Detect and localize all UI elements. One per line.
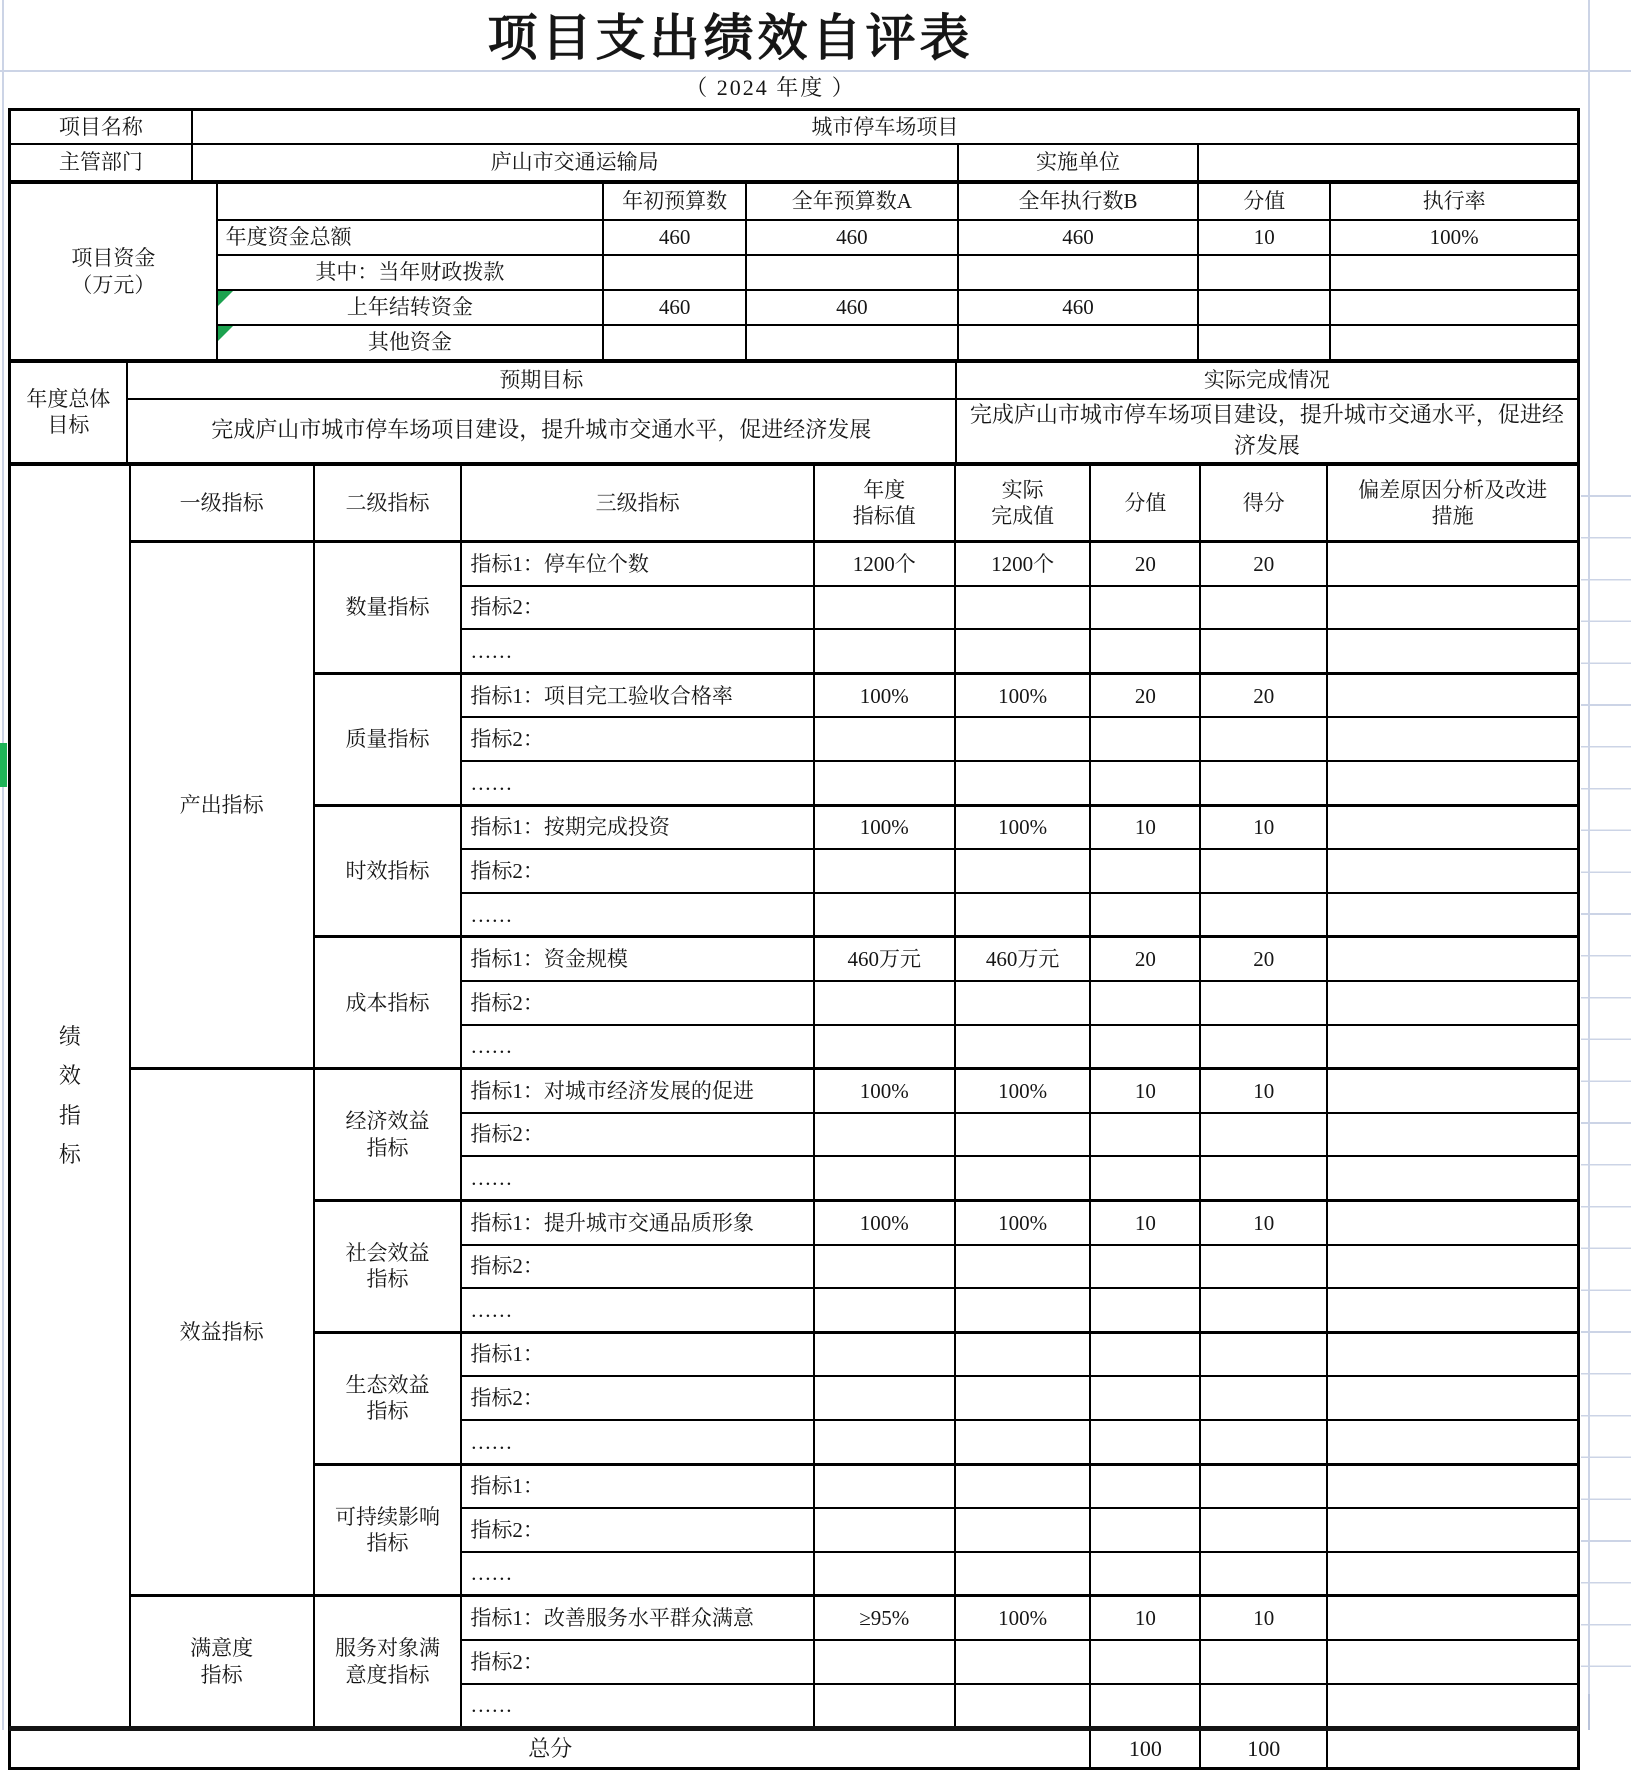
annual-target-value-cell[interactable]: 100% (814, 1069, 955, 1113)
got-score-value-cell[interactable]: 10 (1200, 1069, 1327, 1113)
header-score[interactable]: 分值 (1090, 465, 1200, 542)
project-funds-table (9, 182, 1579, 361)
indicator-name-cell[interactable]: 指标1： (461, 1332, 813, 1376)
annual-target-value-cell[interactable] (814, 629, 955, 673)
indicator-name-cell[interactable]: 指标2： (461, 1376, 813, 1420)
deviation-analysis-cell[interactable] (1327, 586, 1578, 630)
deviation-analysis-cell[interactable] (1327, 673, 1578, 717)
level1-indicator-cell[interactable]: 产出指标 (130, 542, 314, 1069)
total-score-label-cell[interactable]: 总分 (10, 1729, 1090, 1768)
score-value-cell[interactable] (1090, 761, 1200, 805)
row-selection-green-bar (0, 743, 7, 787)
deviation-analysis-cell[interactable] (1327, 1069, 1578, 1113)
annual-target-value-cell[interactable] (814, 1245, 955, 1289)
level2-indicator-cell[interactable]: 时效指标 (314, 805, 462, 937)
score-value-cell[interactable] (1090, 1113, 1200, 1157)
annual-target-value-cell[interactable] (814, 849, 955, 893)
total-deviation-cell[interactable] (1327, 1729, 1578, 1768)
funds-value-cell[interactable] (958, 325, 1199, 360)
funds-row-label-text: 上年结转资金 (346, 295, 473, 320)
got-score-value-cell[interactable]: 10 (1200, 1596, 1327, 1640)
annual-target-value-cell[interactable]: ≥95% (814, 1596, 955, 1640)
funds-row-label-text: 其他资金 (367, 330, 452, 355)
header-got-score[interactable]: 得分 (1200, 465, 1327, 542)
annual-target-value-cell[interactable] (814, 1025, 955, 1069)
got-score-value-cell[interactable] (1200, 629, 1327, 673)
score-value-cell[interactable] (1090, 1156, 1200, 1200)
annual-target-value-cell[interactable] (814, 1156, 955, 1200)
level2-indicator-cell[interactable]: 可持续影响 指标 (314, 1464, 462, 1596)
deviation-analysis-cell[interactable] (1327, 717, 1578, 761)
score-value-cell[interactable] (1090, 893, 1200, 937)
indicator-name-cell[interactable]: 指标2： (461, 981, 813, 1025)
got-score-value-cell[interactable] (1200, 1464, 1327, 1508)
actual-completion-header-cell[interactable]: 实际完成情况 (956, 362, 1578, 399)
indicator-name-cell[interactable]: 指标1： (461, 1464, 813, 1508)
got-score-value-cell[interactable] (1200, 1684, 1327, 1729)
score-value-cell[interactable] (1090, 1332, 1200, 1376)
funds-blank-header-cell[interactable] (217, 183, 604, 220)
got-score-value-cell[interactable] (1200, 1420, 1327, 1464)
expected-goal-text-cell[interactable]: 完成庐山市城市停车场项目建设，提升城市交通水平，促进经济发展 (127, 399, 956, 463)
indicator-name-cell[interactable]: 指标2： (461, 586, 813, 630)
level2-indicator-cell[interactable]: 质量指标 (314, 673, 462, 805)
dept-value-cell[interactable]: 庐山市交通运输局 (192, 144, 958, 181)
actual-completion-value-cell[interactable]: 100% (955, 1069, 1091, 1113)
indicator-name-cell[interactable]: 指标1：对城市经济发展的促进 (461, 1069, 813, 1113)
indicator-name-cell[interactable]: …… (461, 1025, 813, 1069)
score-value-cell[interactable]: 20 (1090, 937, 1200, 981)
score-value-cell[interactable]: 20 (1090, 673, 1200, 717)
header-level1-indicator[interactable]: 一级指标 (130, 465, 314, 542)
actual-completion-value-cell[interactable] (955, 1245, 1091, 1289)
level2-indicator-cell[interactable]: 成本指标 (314, 937, 462, 1069)
funds-value-cell[interactable] (1198, 325, 1330, 360)
got-score-value-cell[interactable]: 20 (1200, 542, 1327, 586)
performance-indicators-table (9, 464, 1579, 1769)
score-value-cell[interactable] (1090, 1288, 1200, 1332)
funds-value-cell[interactable] (603, 325, 746, 360)
level2-indicator-cell[interactable]: 服务对象满 意度指标 (314, 1596, 462, 1729)
annual-target-value-cell[interactable] (814, 1464, 955, 1508)
annual-target-value-cell[interactable] (814, 586, 955, 630)
funds-section-label-cell[interactable]: 项目资金 （万元） (10, 183, 217, 360)
funds-value-cell[interactable]: 460 (603, 290, 746, 325)
funds-row-label-total[interactable]: 年度资金总额 (217, 220, 604, 255)
annual-target-value-cell[interactable] (814, 1113, 955, 1157)
actual-completion-value-cell[interactable] (955, 717, 1091, 761)
funds-value-cell[interactable] (1330, 290, 1578, 325)
funds-col-annual-budget-a[interactable]: 全年预算数A (746, 183, 958, 220)
level1-indicator-cell[interactable]: 满意度 指标 (130, 1596, 314, 1729)
project-name-value-cell[interactable]: 城市停车场项目 (192, 110, 1578, 144)
got-score-value-cell[interactable] (1200, 849, 1327, 893)
score-value-cell[interactable] (1090, 849, 1200, 893)
indicator-name-cell[interactable]: …… (461, 1684, 813, 1729)
total-score-value-cell[interactable]: 100 (1090, 1729, 1200, 1768)
score-value-cell[interactable]: 10 (1090, 1596, 1200, 1640)
indicator-name-cell[interactable]: 指标1：项目完工验收合格率 (461, 673, 813, 717)
deviation-analysis-cell[interactable] (1327, 1596, 1578, 1640)
annual-target-value-cell[interactable]: 100% (814, 673, 955, 717)
deviation-analysis-cell[interactable] (1327, 1332, 1578, 1376)
funds-value-cell[interactable] (746, 325, 958, 360)
funds-value-cell[interactable]: 460 (958, 220, 1199, 255)
got-score-value-cell[interactable] (1200, 981, 1327, 1025)
deviation-analysis-cell[interactable] (1327, 893, 1578, 937)
funds-value-cell[interactable]: 100% (1330, 220, 1578, 255)
deviation-analysis-cell[interactable] (1327, 1245, 1578, 1289)
deviation-analysis-cell[interactable] (1327, 937, 1578, 981)
annual-goal-label-cell[interactable]: 年度总体 目标 (10, 362, 127, 463)
actual-completion-value-cell[interactable] (955, 1332, 1091, 1376)
got-score-value-cell[interactable]: 20 (1200, 937, 1327, 981)
got-score-value-cell[interactable] (1200, 1025, 1327, 1069)
indicator-name-cell[interactable]: 指标2： (461, 1640, 813, 1684)
got-score-value-cell[interactable] (1200, 1113, 1327, 1157)
deviation-analysis-cell[interactable] (1327, 1156, 1578, 1200)
actual-completion-value-cell[interactable] (955, 1464, 1091, 1508)
excel-error-triangle-icon (218, 291, 233, 306)
funds-value-cell[interactable] (958, 255, 1199, 290)
got-score-value-cell[interactable]: 20 (1200, 673, 1327, 717)
sheet-gridline-vertical-left (2, 0, 4, 1730)
indicator-name-cell[interactable]: 指标1：提升城市交通品质形象 (461, 1201, 813, 1245)
got-score-value-cell[interactable] (1200, 1156, 1327, 1200)
level2-indicator-cell[interactable]: 社会效益 指标 (314, 1201, 462, 1333)
actual-completion-value-cell[interactable] (955, 1508, 1091, 1552)
score-value-cell[interactable] (1090, 1245, 1200, 1289)
funds-row-label-other[interactable] (217, 325, 604, 360)
deviation-analysis-cell[interactable] (1327, 1684, 1578, 1729)
got-score-value-cell[interactable]: 10 (1200, 1201, 1327, 1245)
funds-col-annual-exec-b[interactable]: 全年执行数B (958, 183, 1199, 220)
annual-target-value-cell[interactable]: 460万元 (814, 937, 955, 981)
level2-indicator-cell[interactable]: 经济效益 指标 (314, 1069, 462, 1201)
got-score-value-cell[interactable] (1200, 1508, 1327, 1552)
score-value-cell[interactable]: 10 (1090, 1069, 1200, 1113)
deviation-analysis-cell[interactable] (1327, 1464, 1578, 1508)
indicator-name-cell[interactable]: 指标2： (461, 1508, 813, 1552)
deviation-analysis-cell[interactable] (1327, 849, 1578, 893)
header-annual-target[interactable]: 年度 指标值 (814, 465, 955, 542)
impl-unit-value-cell[interactable] (1198, 144, 1578, 181)
impl-unit-label-cell[interactable]: 实施单位 (958, 144, 1199, 181)
performance-indicators-side-label-cell[interactable]: 绩 效 指 标 (10, 465, 130, 1729)
got-score-value-cell[interactable] (1200, 761, 1327, 805)
indicator-name-cell[interactable]: 指标2： (461, 1245, 813, 1289)
funds-value-cell[interactable]: 460 (746, 220, 958, 255)
deviation-analysis-cell[interactable] (1327, 1113, 1578, 1157)
annual-target-value-cell[interactable]: 100% (814, 805, 955, 849)
actual-completion-value-cell[interactable] (955, 1025, 1091, 1069)
page-title: 项目支出绩效自评表 (487, 10, 974, 66)
score-value-cell[interactable] (1090, 629, 1200, 673)
indicator-name-cell[interactable]: 指标1：按期完成投资 (461, 805, 813, 849)
indicator-name-cell[interactable]: 指标2： (461, 849, 813, 893)
header-level2-indicator[interactable]: 二级指标 (314, 465, 462, 542)
funds-row-label-carryover[interactable] (217, 290, 604, 325)
deviation-analysis-cell[interactable] (1327, 542, 1578, 586)
actual-completion-value-cell[interactable] (955, 981, 1091, 1025)
got-score-value-cell[interactable] (1200, 893, 1327, 937)
actual-completion-value-cell[interactable]: 100% (955, 1596, 1091, 1640)
page-subtitle-year: （ 2024 年度 ） (685, 75, 856, 100)
score-value-cell[interactable] (1090, 586, 1200, 630)
score-value-cell[interactable] (1090, 981, 1200, 1025)
indicator-name-cell[interactable]: …… (461, 1420, 813, 1464)
deviation-analysis-cell[interactable] (1327, 1025, 1578, 1069)
indicator-name-cell[interactable]: …… (461, 1156, 813, 1200)
score-value-cell[interactable] (1090, 1464, 1200, 1508)
annual-target-value-cell[interactable] (814, 1332, 955, 1376)
score-value-cell[interactable] (1090, 1640, 1200, 1684)
funds-value-cell[interactable] (1198, 290, 1330, 325)
header-deviation-analysis[interactable]: 偏差原因分析及改进 措施 (1327, 465, 1578, 542)
actual-completion-value-cell[interactable] (955, 586, 1091, 630)
indicator-name-cell[interactable]: 指标1：资金规模 (461, 937, 813, 981)
annual-target-value-cell[interactable] (814, 1376, 955, 1420)
deviation-analysis-cell[interactable] (1327, 761, 1578, 805)
actual-completion-value-cell[interactable] (955, 893, 1091, 937)
indicator-name-cell[interactable]: …… (461, 1552, 813, 1596)
deviation-analysis-cell[interactable] (1327, 1201, 1578, 1245)
indicator-name-cell[interactable]: …… (461, 629, 813, 673)
got-score-value-cell[interactable] (1200, 717, 1327, 761)
actual-completion-value-cell[interactable] (955, 761, 1091, 805)
actual-completion-value-cell[interactable] (955, 1420, 1091, 1464)
score-value-cell[interactable] (1090, 1684, 1200, 1729)
actual-completion-value-cell[interactable] (955, 1156, 1091, 1200)
score-value-cell[interactable] (1090, 1025, 1200, 1069)
annual-target-value-cell[interactable] (814, 761, 955, 805)
annual-target-value-cell[interactable] (814, 1420, 955, 1464)
actual-completion-value-cell[interactable] (955, 1684, 1091, 1729)
evaluation-form (8, 108, 1580, 1770)
score-value-cell[interactable]: 20 (1090, 542, 1200, 586)
score-value-cell[interactable] (1090, 1552, 1200, 1596)
annual-target-value-cell[interactable] (814, 1508, 955, 1552)
level1-indicator-cell[interactable]: 效益指标 (130, 1069, 314, 1596)
score-value-cell[interactable] (1090, 1376, 1200, 1420)
funds-value-cell[interactable] (603, 255, 746, 290)
score-value-cell[interactable] (1090, 1508, 1200, 1552)
actual-completion-value-cell[interactable]: 460万元 (955, 937, 1091, 981)
indicator-name-cell[interactable]: …… (461, 1288, 813, 1332)
actual-completion-value-cell[interactable] (955, 1288, 1091, 1332)
project-info-table (9, 109, 1579, 182)
score-value-cell[interactable] (1090, 717, 1200, 761)
funds-col-exec-rate[interactable]: 执行率 (1330, 183, 1578, 220)
annual-goal-table (9, 361, 1579, 464)
annual-target-value-cell[interactable] (814, 1288, 955, 1332)
indicator-name-cell[interactable]: …… (461, 893, 813, 937)
header-level3-indicator[interactable]: 三级指标 (461, 465, 813, 542)
funds-value-cell[interactable]: 460 (746, 290, 958, 325)
deviation-analysis-cell[interactable] (1327, 805, 1578, 849)
actual-completion-value-cell[interactable] (955, 1113, 1091, 1157)
dept-label-cell[interactable]: 主管部门 (10, 144, 192, 181)
actual-completion-value-cell[interactable] (955, 1376, 1091, 1420)
score-value-cell[interactable]: 10 (1090, 1201, 1200, 1245)
funds-row-label-fiscal[interactable]: 其中：当年财政拨款 (217, 255, 604, 290)
got-score-value-cell[interactable] (1200, 586, 1327, 630)
funds-value-cell[interactable] (1198, 255, 1330, 290)
indicator-name-cell[interactable]: 指标1：停车位个数 (461, 542, 813, 586)
got-score-value-cell[interactable] (1200, 1376, 1327, 1420)
deviation-analysis-cell[interactable] (1327, 1508, 1578, 1552)
annual-target-value-cell[interactable]: 1200个 (814, 542, 955, 586)
funds-value-cell[interactable] (746, 255, 958, 290)
indicator-name-cell[interactable]: 指标2： (461, 717, 813, 761)
deviation-analysis-cell[interactable] (1327, 1288, 1578, 1332)
actual-completion-value-cell[interactable]: 100% (955, 1201, 1091, 1245)
actual-completion-value-cell[interactable] (955, 629, 1091, 673)
funds-value-cell[interactable] (1330, 325, 1578, 360)
annual-target-value-cell[interactable] (814, 981, 955, 1025)
indicator-name-cell[interactable]: 指标2： (461, 1113, 813, 1157)
actual-completion-value-cell[interactable] (955, 1640, 1091, 1684)
score-value-cell[interactable]: 10 (1090, 805, 1200, 849)
actual-completion-text-cell[interactable]: 完成庐山市城市停车场项目建设，提升城市交通水平，促进经济发展 (956, 399, 1578, 463)
header-actual-completion[interactable]: 实际 完成值 (955, 465, 1091, 542)
actual-completion-value-cell[interactable] (955, 1552, 1091, 1596)
deviation-analysis-cell[interactable] (1327, 1376, 1578, 1420)
got-score-value-cell[interactable] (1200, 1332, 1327, 1376)
deviation-analysis-cell[interactable] (1327, 1420, 1578, 1464)
deviation-analysis-cell[interactable] (1327, 629, 1578, 673)
project-name-label-cell[interactable]: 项目名称 (10, 110, 192, 144)
got-score-value-cell[interactable] (1200, 1552, 1327, 1596)
sheet-row-gridlines-right-margin (1581, 455, 1631, 1694)
got-score-value-cell[interactable]: 10 (1200, 805, 1327, 849)
got-score-value-cell[interactable] (1200, 1640, 1327, 1684)
expected-goal-header-cell[interactable]: 预期目标 (127, 362, 956, 399)
indicator-name-cell[interactable]: 指标1：改善服务水平群众满意 (461, 1596, 813, 1640)
level2-indicator-cell[interactable]: 生态效益 指标 (314, 1332, 462, 1464)
annual-target-value-cell[interactable] (814, 1552, 955, 1596)
funds-value-cell[interactable]: 460 (958, 290, 1199, 325)
annual-target-value-cell[interactable]: 100% (814, 1201, 955, 1245)
deviation-analysis-cell[interactable] (1327, 1640, 1578, 1684)
deviation-analysis-cell[interactable] (1327, 981, 1578, 1025)
annual-target-value-cell[interactable] (814, 717, 955, 761)
got-score-value-cell[interactable] (1200, 1245, 1327, 1289)
score-value-cell[interactable] (1090, 1420, 1200, 1464)
annual-target-value-cell[interactable] (814, 893, 955, 937)
annual-target-value-cell[interactable] (814, 1684, 955, 1729)
got-score-value-cell[interactable] (1200, 1288, 1327, 1332)
excel-error-triangle-icon (218, 326, 233, 341)
deviation-analysis-cell[interactable] (1327, 1552, 1578, 1596)
actual-completion-value-cell[interactable]: 100% (955, 805, 1091, 849)
level2-indicator-cell[interactable]: 数量指标 (314, 542, 462, 674)
funds-col-initial-budget[interactable]: 年初预算数 (603, 183, 746, 220)
indicator-name-cell[interactable]: …… (461, 761, 813, 805)
annual-target-value-cell[interactable] (814, 1640, 955, 1684)
funds-value-cell[interactable]: 10 (1198, 220, 1330, 255)
funds-value-cell[interactable] (1330, 255, 1578, 290)
actual-completion-value-cell[interactable]: 1200个 (955, 542, 1091, 586)
total-got-score-value-cell[interactable]: 100 (1200, 1729, 1327, 1768)
actual-completion-value-cell[interactable] (955, 849, 1091, 893)
funds-value-cell[interactable]: 460 (603, 220, 746, 255)
funds-col-score[interactable]: 分值 (1198, 183, 1330, 220)
actual-completion-value-cell[interactable]: 100% (955, 673, 1091, 717)
